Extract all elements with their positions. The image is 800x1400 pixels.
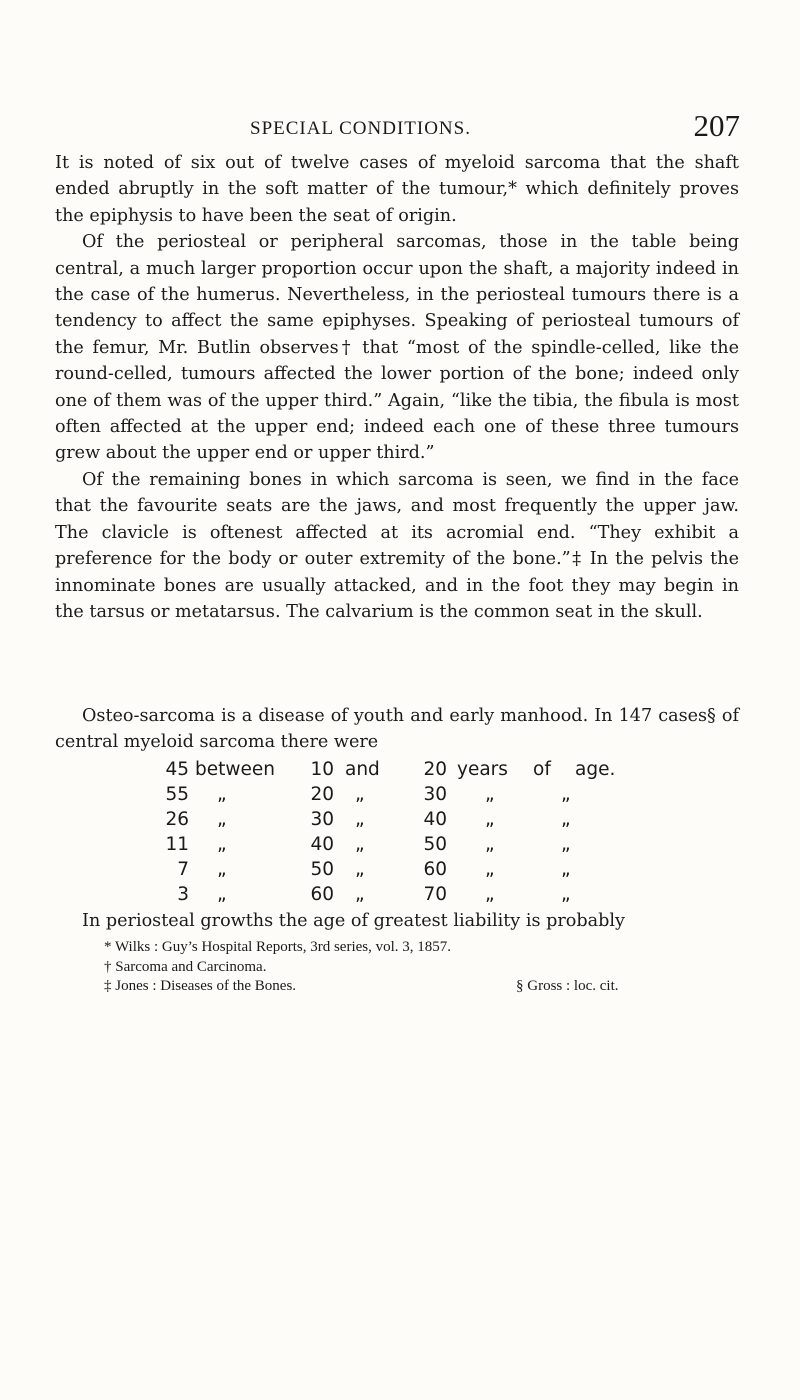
closing-paragraph: [55, 908, 745, 934]
age-high: 30: [423, 784, 447, 805]
age-high: 50: [423, 834, 447, 855]
years-word: years: [457, 759, 508, 780]
ditto-mark: „: [561, 859, 571, 880]
ditto-mark: „: [217, 809, 227, 830]
footnote-sarcoma: † Sarcoma and Carcinoma.: [104, 958, 267, 975]
age-table-row: [155, 884, 615, 909]
ditto-mark: „: [217, 859, 227, 880]
ditto-mark: „: [355, 834, 365, 855]
age-high: 70: [423, 884, 447, 905]
case-count: 7: [177, 859, 189, 880]
ditto-mark: „: [217, 884, 227, 905]
ditto-mark: „: [485, 834, 495, 855]
ditto-mark: „: [485, 784, 495, 805]
footnotes: [104, 938, 744, 997]
ditto-mark: „: [355, 809, 365, 830]
age-low: 30: [310, 809, 334, 830]
running-head: [250, 108, 740, 142]
age-table-row: [155, 859, 615, 884]
closing-text: In periosteal growths the age of greatest liability is probably: [82, 911, 625, 931]
ditto-mark: „: [485, 809, 495, 830]
ditto-mark: „: [485, 859, 495, 880]
paragraph-periosteal: Of the periosteal or peripheral sarcomas, those in the table being central, a much larger proportion occur upon the shaft, a majority indeed in the case of the humerus. Nevertheless, in the periosteal tumours there is a tendency to affect the same epiphyses. Speaking of periosteal tumours of the femur, Mr. Butlin observes† that “most of the spindle-celled, like the round-celled, tumours affected the lower portion of the bone; indeed only one of them was of the upper third.” Again, “like the tibia, the fibula is most often affected at the upper end; indeed each one of these three tumours grew about the upper end or upper third.”: [55, 232, 739, 464]
case-count: 45: [165, 759, 189, 780]
age-low: 40: [310, 834, 334, 855]
ditto-mark: „: [561, 884, 571, 905]
age-high: 60: [423, 859, 447, 880]
age-low: 10: [310, 759, 334, 780]
case-count: 26: [165, 809, 189, 830]
age-intro-paragraph: [55, 703, 739, 756]
case-count: 55: [165, 784, 189, 805]
ditto-mark: „: [355, 859, 365, 880]
body-text: [55, 150, 739, 625]
age-table-row: [155, 784, 615, 809]
paragraph-remaining-bones: Of the remaining bones in which sarcoma is seen, we find in the face that the favourite seats are the jaws, and most frequently the upper jaw. The clavicle is oftenest affected at its acromial end. “They exhibit a preference for the body or outer extremity of the bone.”‡ In the pelvis the innominate bones are usually attacked, and in the foot they may begin in the tarsus or metatarsus. The calvarium is the common seat in the skull.: [55, 469, 739, 622]
ditto-mark: „: [217, 784, 227, 805]
age-table: [155, 759, 615, 909]
age-low: 60: [310, 884, 334, 905]
ditto-mark: „: [561, 809, 571, 830]
between-word: between: [195, 759, 275, 780]
age-word: age.: [575, 759, 616, 780]
ditto-mark: „: [561, 834, 571, 855]
ditto-mark: „: [355, 884, 365, 905]
footnote-jones: ‡ Jones : Diseases of the Bones.: [104, 978, 297, 994]
running-head-title: SPECIAL CONDITIONS.: [250, 118, 471, 139]
of-word: of: [533, 759, 551, 780]
ditto-mark: „: [561, 784, 571, 805]
page-number: 207: [693, 108, 740, 143]
case-count: 11: [165, 834, 189, 855]
age-table-header-row: [155, 759, 615, 784]
ditto-mark: „: [485, 884, 495, 905]
case-count: 3: [177, 884, 189, 905]
age-low: 20: [310, 784, 334, 805]
footnote-row-jones-gross: [104, 977, 744, 997]
age-low: 50: [310, 859, 334, 880]
age-high: 40: [423, 809, 447, 830]
ditto-mark: „: [355, 784, 365, 805]
footnote-gross: § Gross : loc. cit.: [516, 978, 619, 994]
age-table-row: [155, 834, 615, 859]
age-high: 20: [423, 759, 447, 780]
and-word: and: [345, 759, 380, 780]
footnote-wilks: * Wilks : Guy’s Hospital Reports, 3rd series, vol. 3, 1857.: [104, 939, 452, 955]
age-table-row: [155, 809, 615, 834]
age-intro-text: Osteo-sarcoma is a disease of youth and early manhood. In 147 cases§ of central myeloid sarcoma there were: [55, 706, 739, 753]
paragraph-epiphysis: It is noted of six out of twelve cases of myeloid sarcoma that the shaft ended abruptly in the soft matter of the tumour,* which definitely proves the epiphysis to have been the seat of origin.: [55, 153, 739, 226]
ditto-mark: „: [217, 834, 227, 855]
